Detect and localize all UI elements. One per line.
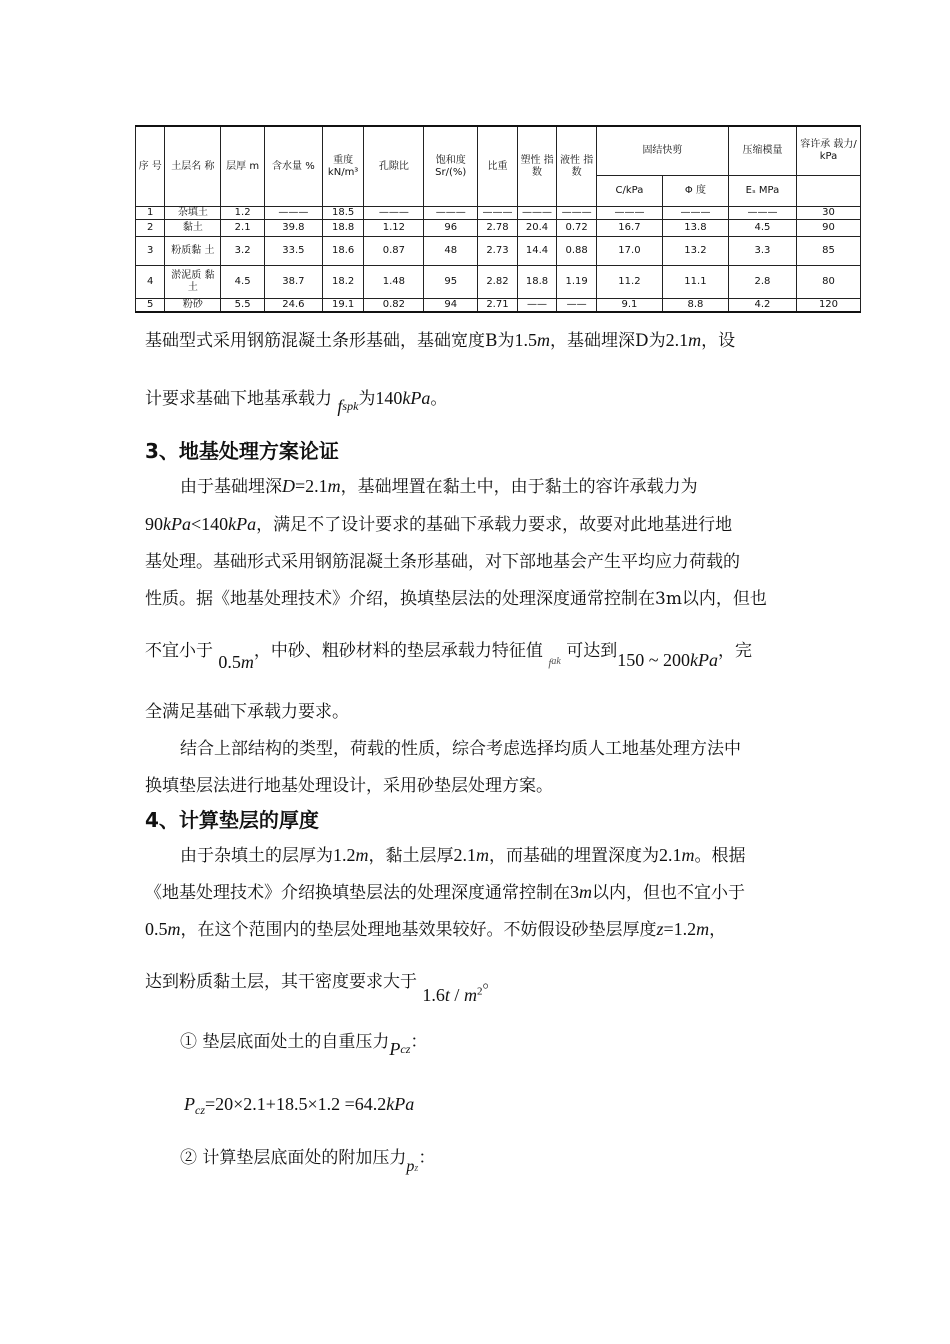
text: 为 xyxy=(358,389,376,409)
table-cell: —— xyxy=(517,299,557,313)
text: ，基础埋深D为 xyxy=(550,331,666,351)
section-heading-4: 4、计算垫层的厚度 xyxy=(145,808,319,832)
math-unit: m xyxy=(681,845,695,865)
table-cell: 0.72 xyxy=(557,220,597,237)
text: ，设 xyxy=(701,331,736,351)
text: ： xyxy=(418,1148,436,1168)
col-comp: 压缩模量 xyxy=(728,126,796,176)
paragraph-11 xyxy=(180,841,746,866)
table-cell: ——— xyxy=(596,207,662,220)
math-value: 2.1 xyxy=(665,330,689,350)
col-seq: 序 号 xyxy=(136,126,165,207)
table-cell: 14.4 xyxy=(517,237,557,266)
table-cell: ——— xyxy=(478,207,518,220)
table-cell: 9.1 xyxy=(596,299,662,313)
math-value: =1.2 xyxy=(663,919,697,939)
text: ，基础埋置在黏土中，由于黏土的容许承载力为 xyxy=(340,477,698,497)
table-row xyxy=(136,237,861,266)
text: 《地基处理技术》介绍换填垫层法的处理深度通常控制在 xyxy=(145,883,570,903)
table-cell: 94 xyxy=(424,299,478,313)
table-cell: ——— xyxy=(728,207,796,220)
table-cell: 2.82 xyxy=(478,266,518,299)
col-name: 土层名 称 xyxy=(165,126,221,207)
table-cell: 16.7 xyxy=(596,220,662,237)
math-subscript: cz xyxy=(400,1042,411,1056)
math-symbol: P xyxy=(184,1094,195,1114)
table-cell: 4 xyxy=(136,266,165,299)
text: 由于杂填土的层厚为 xyxy=(180,846,333,866)
table-row xyxy=(136,220,861,237)
math-symbol: P xyxy=(389,1039,401,1059)
math-value: 3 xyxy=(570,882,579,902)
table-cell: 4.5 xyxy=(728,220,796,237)
table-cell: ——— xyxy=(364,207,424,220)
math-value: <140 xyxy=(190,514,229,534)
paragraph-7 xyxy=(145,636,752,672)
step-1 xyxy=(180,1027,428,1059)
col-blank xyxy=(796,176,860,207)
text: 可达到 xyxy=(566,641,618,661)
table-cell: 0.82 xyxy=(364,299,424,313)
table-cell: 39.8 xyxy=(264,220,322,237)
table-cell: 8.8 xyxy=(662,299,728,313)
text: 不宜小于 xyxy=(145,641,213,661)
paragraph-12 xyxy=(145,878,745,903)
table-cell: ——— xyxy=(557,207,597,220)
table-cell: ——— xyxy=(424,207,478,220)
table-cell: 1.19 xyxy=(557,266,597,299)
table-cell: 4.5 xyxy=(221,266,265,299)
text: ，黏土层厚 xyxy=(368,846,454,866)
table-cell: ——— xyxy=(517,207,557,220)
paragraph-4 xyxy=(145,510,732,535)
text: ，在这个范围内的垫层处理地基效果较好。不妨假设砂垫层厚度 xyxy=(180,920,657,940)
equation-pcz xyxy=(184,1094,414,1115)
paragraph-13 xyxy=(145,915,726,940)
paragraph-6: 性质。据《地基处理技术》介绍，换填垫层法的处理深度通常控制在3m以内，但也 xyxy=(145,589,767,609)
math-unit: kPa xyxy=(402,388,431,408)
col-bearing: 容许承 载力/ kPa xyxy=(796,126,860,176)
text: ，完 xyxy=(717,641,752,661)
table-cell: 13.8 xyxy=(662,220,728,237)
table-cell: 17.0 xyxy=(596,237,662,266)
table-cell: 3.2 xyxy=(221,237,265,266)
text: ，中砂、粗砂材料的垫层承载力特征值 xyxy=(253,641,543,661)
table-cell: 1.48 xyxy=(364,266,424,299)
table-cell: 3.3 xyxy=(728,237,796,266)
table-cell: 1.2 xyxy=(221,207,265,220)
table-cell: 2 xyxy=(136,220,165,237)
text: ② 计算垫层底面处的附加压力 xyxy=(180,1148,407,1168)
col-thick: 层厚 m xyxy=(221,126,265,207)
table-row xyxy=(136,299,861,313)
math-value: 0.5 xyxy=(145,919,168,939)
table-cell: 粉砂 xyxy=(165,299,221,313)
paragraph-9: 结合上部结构的类型，荷载的性质，综合考虑选择均质人工地基处理方法中 xyxy=(180,739,741,759)
table-cell: 2.71 xyxy=(478,299,518,313)
math-unit: m xyxy=(579,882,592,902)
math-unit: m xyxy=(327,476,341,496)
math-value: 2.1 xyxy=(453,845,476,865)
col-pi: 塑性 指数 xyxy=(517,126,557,207)
text: 。 xyxy=(430,389,448,409)
table-row xyxy=(136,266,861,299)
table-cell: 0.87 xyxy=(364,237,424,266)
math-subscript: spk xyxy=(342,399,359,413)
col-li: 液性 指数 xyxy=(557,126,597,207)
text: ① 垫层底面处土的自重压力 xyxy=(180,1032,390,1052)
col-sat: 饱和度 Sr/(%) xyxy=(424,126,478,207)
table-cell: 13.2 xyxy=(662,237,728,266)
col-void: 孔隙比 xyxy=(364,126,424,207)
soil-properties-table xyxy=(135,125,861,313)
text: 基础型式采用钢筋混凝土条形基础，基础宽度B为 xyxy=(145,331,515,351)
table-cell: 20.4 xyxy=(517,220,557,237)
table-cell: 3 xyxy=(136,237,165,266)
text: 以内，但也不宜小于 xyxy=(592,883,745,903)
math-value: 1.5 xyxy=(514,330,537,350)
math-value: 2.1 xyxy=(659,845,682,865)
math-symbol: f xyxy=(548,657,552,669)
col-es: Eₛ MPa xyxy=(728,176,796,207)
math-symbol: f xyxy=(337,396,343,416)
math-value: 0.5 xyxy=(218,652,241,672)
table-cell: 5 xyxy=(136,299,165,313)
math-unit: kPa xyxy=(689,650,718,670)
table-cell: 18.6 xyxy=(322,237,364,266)
table-cell: 18.8 xyxy=(322,220,364,237)
col-gs: 比重 xyxy=(478,126,518,207)
math-unit: kPa xyxy=(386,1094,415,1114)
math-unit: m xyxy=(240,652,254,672)
math-unit: m xyxy=(476,845,489,865)
math-unit: m xyxy=(167,919,181,939)
math-value: =2.1 xyxy=(295,476,328,496)
table-cell: 120 xyxy=(796,299,860,313)
table-cell: 80 xyxy=(796,266,860,299)
section-heading-3: 3、地基处理方案论证 xyxy=(145,439,339,463)
math-value: 140 xyxy=(375,388,403,408)
math-unit: kPa xyxy=(163,514,191,534)
table-cell: 24.6 xyxy=(264,299,322,313)
table-cell: 11.1 xyxy=(662,266,728,299)
math-value: 90 xyxy=(145,514,163,534)
paragraph-8: 全满足基础下承载力要求。 xyxy=(145,702,349,722)
table-header-row xyxy=(136,126,861,176)
math-unit: m xyxy=(463,985,477,1005)
text: 。根据 xyxy=(694,846,746,866)
text: 计要求基础下地基承载力 xyxy=(145,389,332,409)
table-cell: 2.1 xyxy=(221,220,265,237)
math-unit: m xyxy=(355,845,369,865)
table-cell: 85 xyxy=(796,237,860,266)
density-expression xyxy=(422,986,482,1006)
math-unit: m xyxy=(688,330,702,350)
paragraph-10: 换填垫层法进行地基处理设计，采用砂垫层处理方案。 xyxy=(145,776,553,796)
math-unit: kPa xyxy=(228,514,257,534)
table-cell: 2.78 xyxy=(478,220,518,237)
table-cell: 淤泥质 黏土 xyxy=(165,266,221,299)
paragraph-foundation-type xyxy=(145,326,735,351)
table-cell: 1 xyxy=(136,207,165,220)
paragraph-design-requirement xyxy=(145,384,448,416)
text: ： xyxy=(410,1032,428,1052)
col-c: C/kPa xyxy=(596,176,662,207)
table-cell: 18.8 xyxy=(517,266,557,299)
table-cell: 18.2 xyxy=(322,266,364,299)
text: 达到粉质黏土层，其干密度要求大于 xyxy=(145,972,417,992)
math-symbol: p xyxy=(406,1158,415,1175)
text: ， xyxy=(709,920,727,940)
table-cell: 5.5 xyxy=(221,299,265,313)
table-cell: 19.1 xyxy=(322,299,364,313)
math-subscript: cz xyxy=(195,1103,205,1117)
table-cell: 90 xyxy=(796,220,860,237)
math-unit: m xyxy=(537,330,550,350)
table-cell: 杂填土 xyxy=(165,207,221,220)
table-cell: 2.73 xyxy=(478,237,518,266)
table-cell: 黏土 xyxy=(165,220,221,237)
text: ，满足不了设计要求的基础下承载力要求，故要对此地基进行地 xyxy=(256,515,733,535)
table-row xyxy=(136,207,861,220)
table-cell: 4.2 xyxy=(728,299,796,313)
table-cell: 11.2 xyxy=(596,266,662,299)
table-cell: 0.88 xyxy=(557,237,597,266)
math-superscript: 2 xyxy=(476,985,483,998)
math-value: 150 ~ 200 xyxy=(617,650,690,670)
paragraph-5: 基处理。基础形式采用钢筋混凝土条形基础，对下部地基会产生平均应力荷载的 xyxy=(145,552,740,572)
table-cell: 粉质黏 土 xyxy=(165,237,221,266)
table-cell: 1.12 xyxy=(364,220,424,237)
table-cell: 2.8 xyxy=(728,266,796,299)
col-water: 含水量 % xyxy=(264,126,322,207)
table-cell: 38.7 xyxy=(264,266,322,299)
paragraph-14 xyxy=(145,967,500,1005)
col-weight: 重度 kN/m³ xyxy=(322,126,364,207)
paragraph-3 xyxy=(180,472,698,497)
col-phi: Φ 度 xyxy=(662,176,728,207)
math-symbol: z xyxy=(656,919,664,939)
math-unit: t xyxy=(444,985,450,1005)
table-cell: —— xyxy=(557,299,597,313)
math-value: 1.2 xyxy=(333,845,356,865)
table-cell: 33.5 xyxy=(264,237,322,266)
table-cell: ——— xyxy=(264,207,322,220)
table-cell: ——— xyxy=(662,207,728,220)
math-subscript: z xyxy=(414,1163,419,1174)
math-unit: m xyxy=(696,919,710,939)
math-subscript: ak xyxy=(551,656,561,667)
text: ，而基础的埋置深度为 xyxy=(489,846,659,866)
math-expression: =20×2.1+18.5×1.2 =64.2 xyxy=(205,1094,387,1114)
table-cell: 96 xyxy=(424,220,478,237)
table-cell: 18.5 xyxy=(322,207,364,220)
step-2 xyxy=(180,1143,436,1175)
col-shear: 固结快剪 xyxy=(596,126,728,176)
table-cell: 30 xyxy=(796,207,860,220)
table-cell: 48 xyxy=(424,237,478,266)
text: 由于基础埋深 xyxy=(180,477,282,497)
math-operator: / xyxy=(449,985,464,1005)
math-value: 1.6 xyxy=(422,985,445,1005)
table-cell: 95 xyxy=(424,266,478,299)
text: 。 xyxy=(482,972,500,992)
math-symbol: D xyxy=(282,476,295,496)
